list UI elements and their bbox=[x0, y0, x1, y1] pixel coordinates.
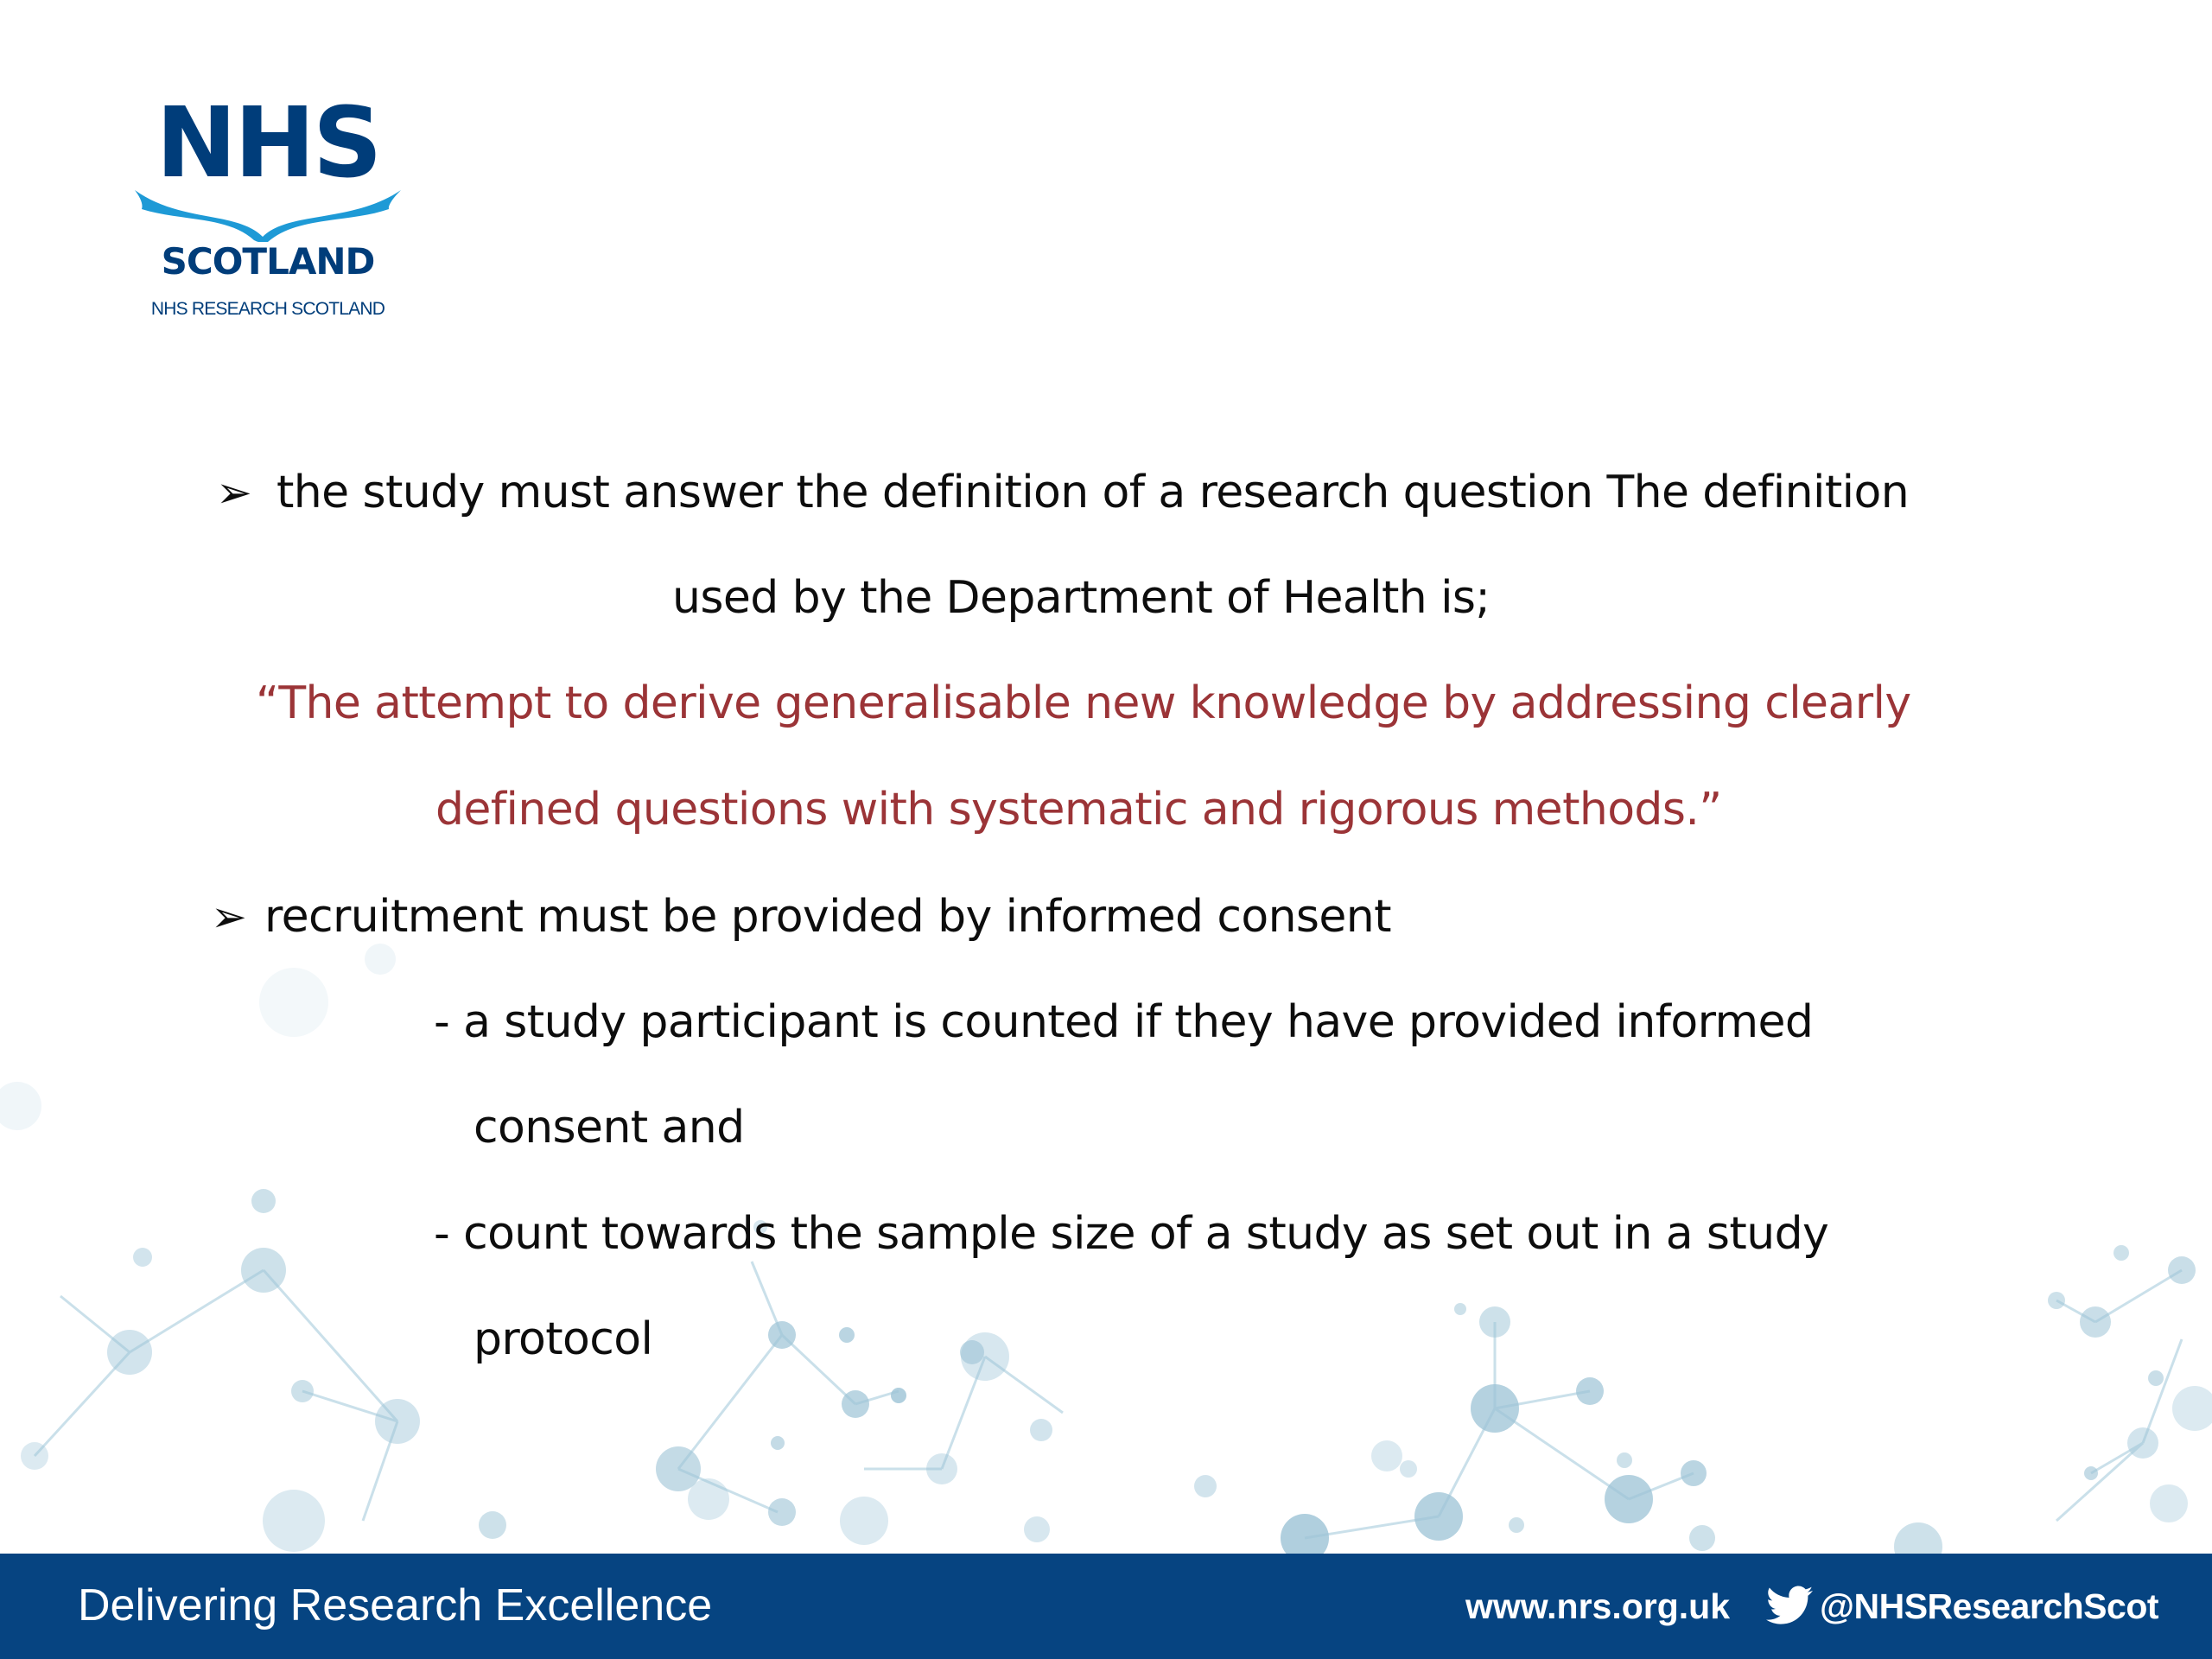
bullet-1-line-1 bbox=[216, 467, 1910, 518]
logo-wave-icon bbox=[133, 180, 403, 242]
footer-website-link[interactable]: www.nrs.org.uk bbox=[1465, 1586, 1731, 1626]
sub-bullet-1-line-1: - a study participant is counted if they have provided informed bbox=[434, 996, 1814, 1048]
footer-bar bbox=[0, 1554, 2212, 1659]
bullet-2 bbox=[211, 891, 1391, 943]
arrow-bullet-icon: ➢ bbox=[216, 467, 252, 518]
bullet-1-line-2: used by the Department of Health is; bbox=[672, 572, 1491, 624]
footer-tagline: Delivering Research Excellence bbox=[78, 1580, 713, 1630]
logo-nhs-text: NHS bbox=[156, 87, 380, 200]
nhs-scotland-logo bbox=[130, 87, 406, 328]
sub-bullet-1-line-2: consent and bbox=[474, 1102, 745, 1154]
footer-twitter-handle[interactable]: @NHSResearchScot bbox=[1820, 1586, 2159, 1626]
logo-subtitle: NHS RESEARCH SCOTLAND bbox=[150, 299, 385, 319]
bullet-2-text: recruitment must be provided by informed consent bbox=[264, 891, 1391, 943]
twitter-bird-icon bbox=[1766, 1585, 1813, 1626]
logo-scotland-text: SCOTLAND bbox=[161, 240, 375, 283]
sub-bullet-2-line-2: protocol bbox=[474, 1313, 653, 1365]
arrow-bullet-icon: ➢ bbox=[211, 892, 247, 942]
quote-line-2: defined questions with systematic and rigorous methods.” bbox=[435, 784, 1722, 836]
sub-bullet-2-line-1: - count towards the sample size of a study as set out in a study bbox=[434, 1208, 1829, 1260]
quote-line-1: “The attempt to derive generalisable new knowledge by addressing clearly bbox=[256, 677, 1911, 729]
bullet-1-text: the study must answer the definition of a research question The definition bbox=[276, 467, 1910, 518]
